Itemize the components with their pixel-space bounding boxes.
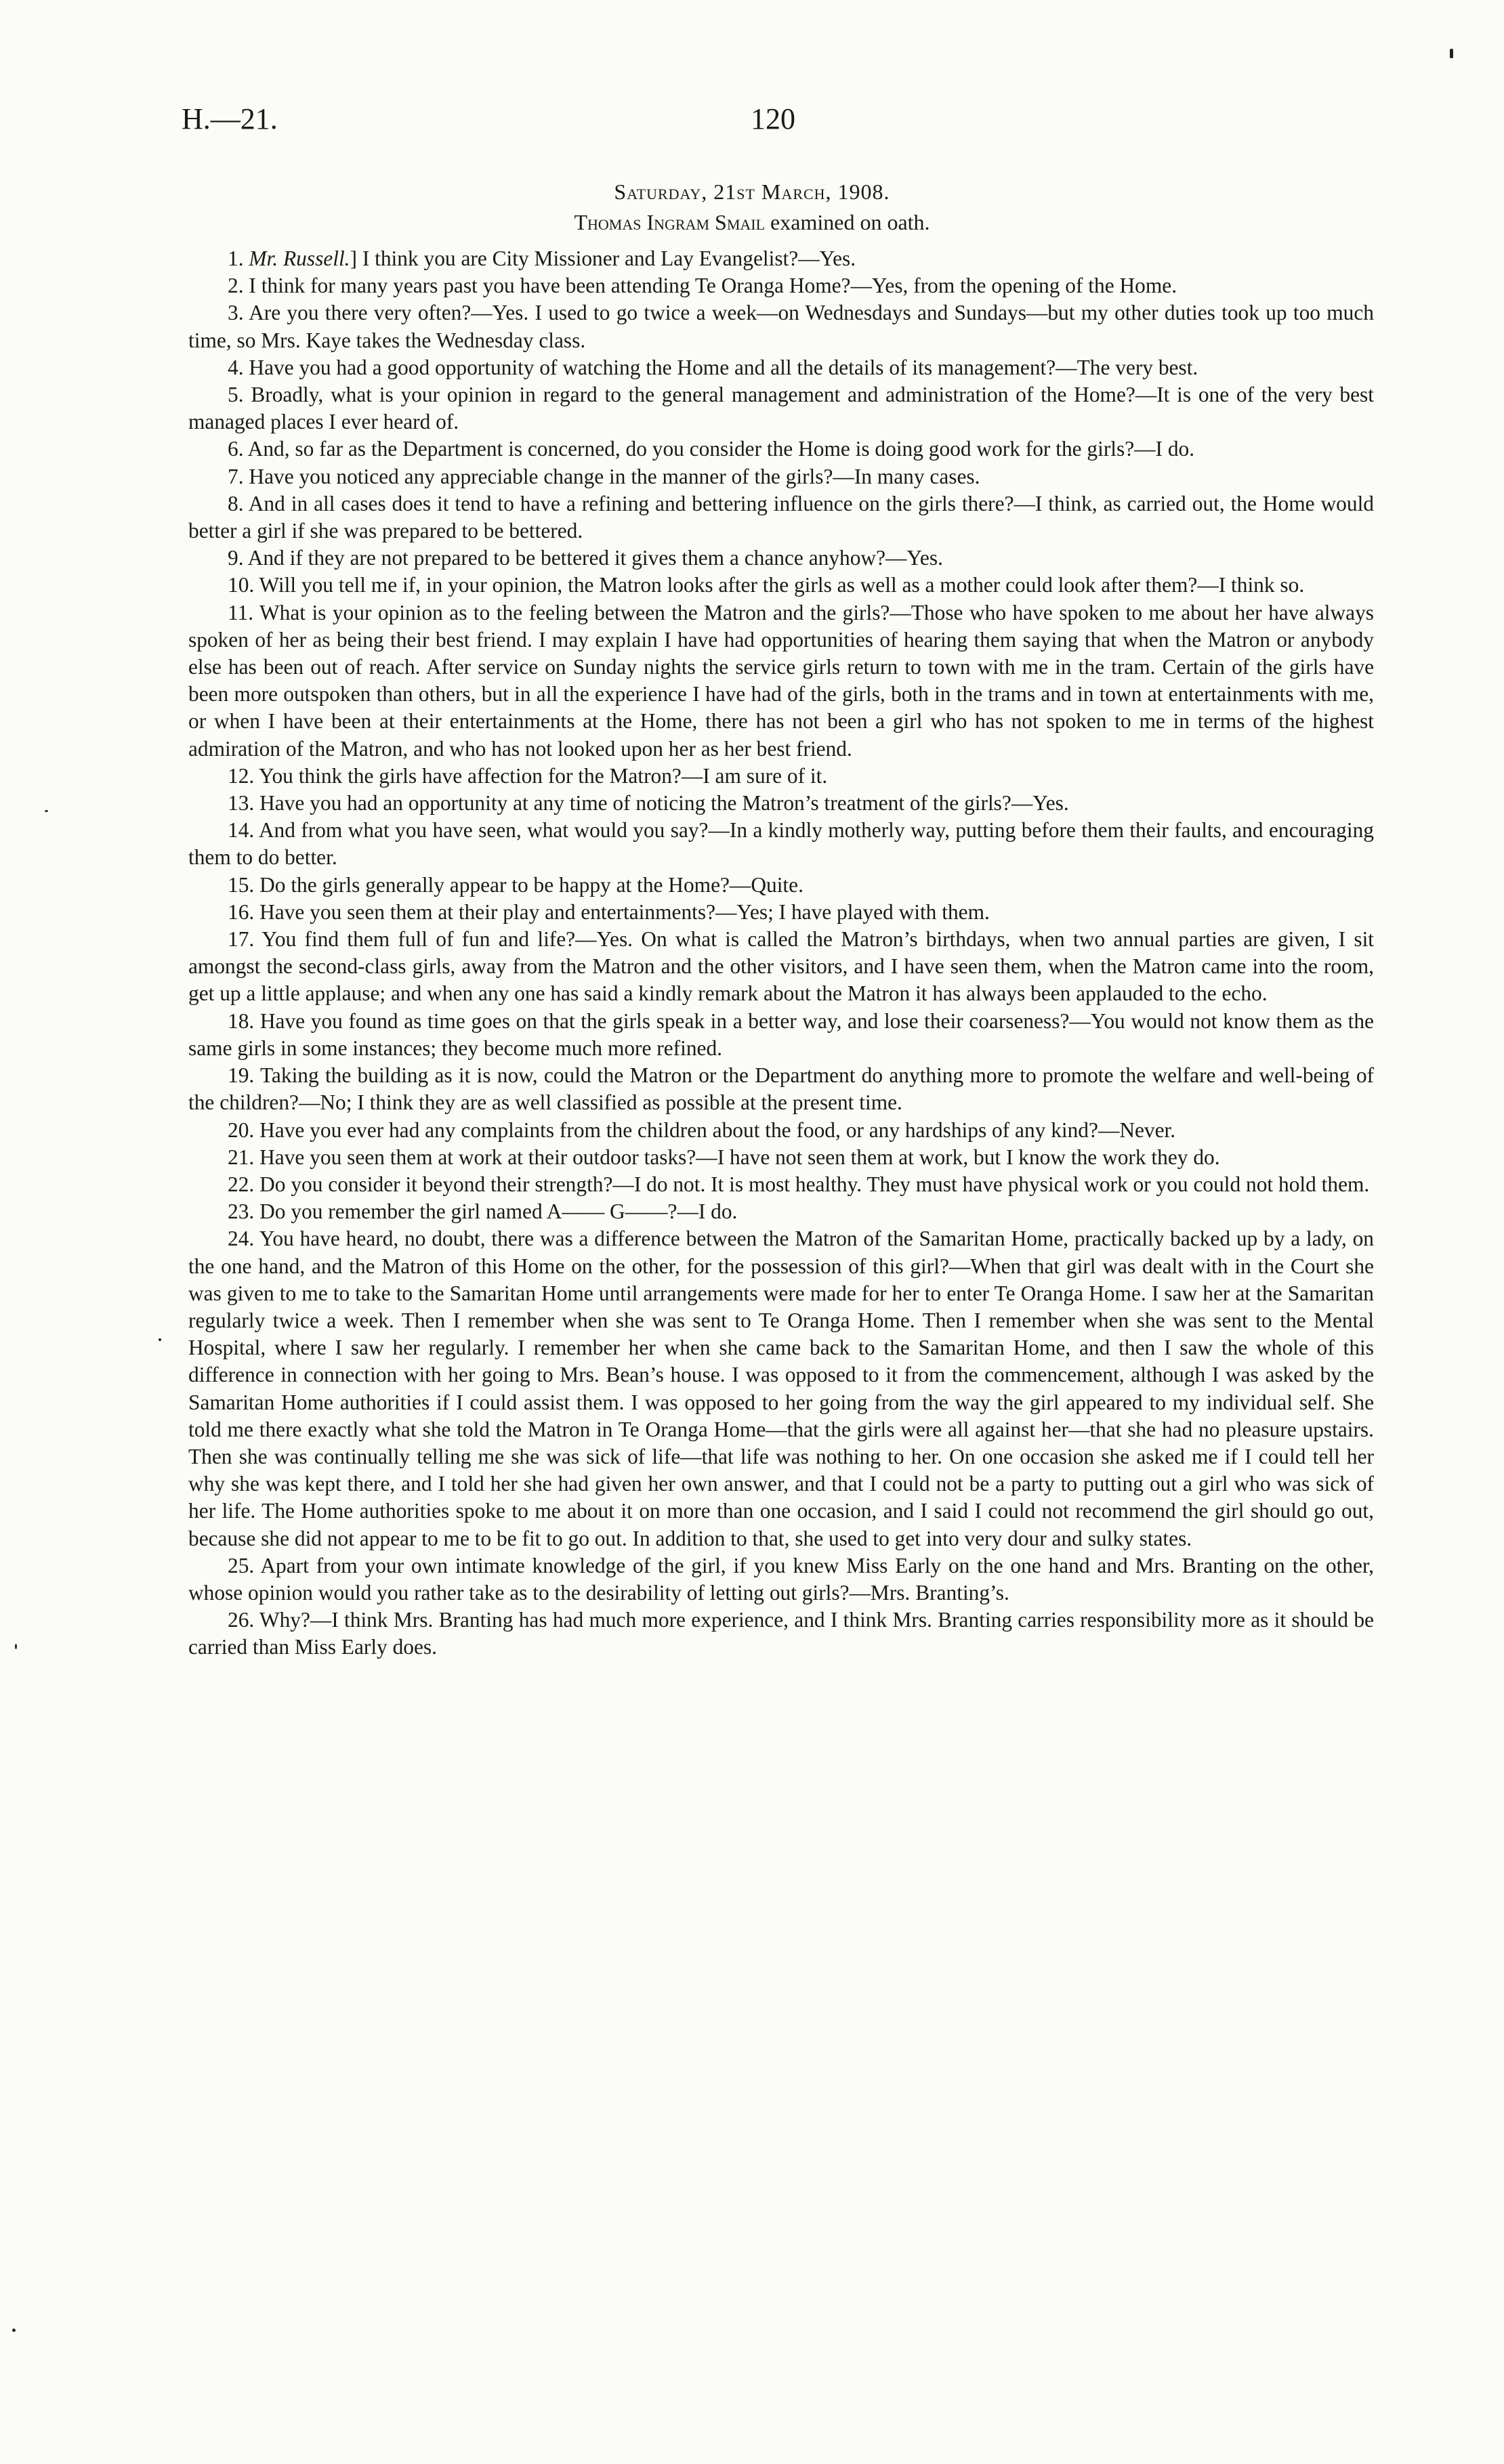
question-text: Do you consider it beyond their strength?—I do not. It is most healthy. They must have physical work or you could not hold them. [259, 1172, 1370, 1196]
question-item: 1. Mr. Russell.] I think you are City Missioner and Lay Evangelist?—Yes. [228, 247, 856, 270]
question-number: 6. [228, 437, 244, 461]
question-text: Have you seen them at work at their outdoor tasks?—I have not seen them at work, but I know the work they do. [259, 1145, 1220, 1169]
question-item [188, 1552, 1374, 1607]
question-number: 4. [228, 355, 244, 379]
question-text: Will you tell me if, in your opinion, the Matron looks after the girls as well as a mother could look after them?—I think so. [259, 573, 1305, 597]
question-item [188, 490, 1374, 545]
question-number: 24. [228, 1227, 255, 1251]
date-line: Saturday, 21st March, 1908. [614, 179, 890, 204]
question-item [188, 599, 1374, 763]
question-list [188, 245, 1374, 1661]
question-number: 26. [228, 1608, 255, 1632]
question-number: 5. [228, 383, 244, 407]
question-number: 3. [228, 301, 244, 325]
question-text: Are you there very often?—Yes. I used to go twice a week—on Wednesdays and Sundays—but my other duties took up too much time, so Mrs. Kaye takes the Wednesday class. [188, 301, 1374, 352]
scan-speck [12, 2329, 16, 2332]
question-text: You think the girls have affection for the Matron?—I am sure of it. [258, 763, 828, 788]
question-number: 10. [228, 573, 255, 597]
question-item [188, 1117, 1374, 1144]
question-item [188, 872, 1374, 899]
question-item [188, 1144, 1374, 1171]
question-text: And, so far as the Department is concerned, do you consider the Home is doing good work for the girls?—I do. [247, 437, 1195, 461]
question-number: 15. [228, 872, 255, 897]
question-text: Taking the building as it is now, could the Matron or the Department do anything more to promote the welfare and well-being of the children?—No; I think they are as well classified as possible at the present time. [188, 1063, 1374, 1115]
question-text: I think for many years past you have been attending Te Oranga Home?—Yes, from the opening of the Home. [249, 274, 1177, 298]
question-item [188, 545, 1374, 572]
question-item [188, 354, 1374, 381]
question-item [188, 763, 1374, 790]
question-text: Have you noticed any appreciable change in the manner of the girls?—In many cases. [249, 464, 980, 488]
question-asker: Mr. Russell. [249, 247, 350, 270]
question-text: Have you had an opportunity at any time of noticing the Matron’s treatment of the girls?—Yes. [259, 791, 1069, 815]
witness-suffix: examined on oath. [765, 210, 930, 234]
question-number: 20. [228, 1118, 255, 1142]
question-item [188, 817, 1374, 871]
question-number: 12. [228, 763, 255, 788]
question-number: 8. [228, 491, 244, 515]
question-item [188, 272, 1374, 299]
question-number: 17. [228, 927, 255, 952]
question-number: 13. [228, 791, 255, 815]
question-text: Broadly, what is your opinion in regard to the general management and administration of the Home?—It is one of the very best managed places I ever heard of. [188, 383, 1374, 434]
question-number: 14. [228, 818, 255, 843]
question-item [188, 299, 1374, 354]
report-reference: H.—21. [182, 102, 278, 135]
scan-speck [1450, 49, 1453, 58]
question-number: 22. [228, 1172, 255, 1196]
scan-speck [45, 810, 48, 812]
question-item [188, 1198, 1374, 1225]
question-text: And if they are not prepared to be bettered it gives them a chance anyhow?—Yes. [247, 546, 943, 570]
question-item [188, 463, 1374, 490]
question-text: Do the girls generally appear to be happy at the Home?—Quite. [259, 872, 803, 897]
question-number: 2. [228, 274, 244, 298]
question-text: What is your opinion as to the feeling between the Matron and the girls?—Those who have spoken to me about her have always spoken of her as being their best friend. I may explain I have had opportunities of hearing them saying that when the Matron or anybody else has been out of reach. After service on Sunday nights the service girls return to town with me in the tram. Certain of the girls have been more outspoken than others, but in all the experience I have had of the girls, both in the trams and in town at entertainments with me, or when I have been at their entertainments at the Home, there has not been a girl who has not spoken to me in terms of the highest admiration of the Matron, and who has not looked upon her as her best friend. [188, 600, 1375, 761]
scan-speck [15, 1644, 17, 1649]
question-item [188, 1225, 1374, 1552]
question-item [188, 790, 1374, 817]
question-item [188, 926, 1374, 1008]
question-item [188, 572, 1374, 599]
question-text: And from what you have seen, what would you say?—In a kindly motherly way, putting before them their faults, and encouraging them to do better. [188, 818, 1374, 870]
question-number: 11. [228, 600, 254, 624]
question-number: 19. [228, 1063, 255, 1088]
question-item [188, 899, 1374, 926]
page-number: 120 [751, 102, 795, 135]
question-number: 1. [228, 247, 244, 270]
question-number: 21. [228, 1145, 255, 1169]
question-number: 9. [228, 546, 244, 570]
question-text: And in all cases does it tend to have a refining and bettering influence on the girls there?—I think, as carried out, the Home would better a girl if she was prepared to be bettered. [188, 491, 1374, 543]
question-text: Apart from your own intimate knowledge of the girl, if you knew Miss Early on the one hand and Mrs. Branting on the other, whose opinion would you rather take as to the desirability of letting out girls?—Mrs. Branting’s. [188, 1553, 1374, 1605]
question-number: 16. [228, 899, 255, 924]
question-text: Do you remember the girl named A—— G——?—I do. [259, 1199, 738, 1224]
question-text: You have heard, no doubt, there was a difference between the Matron of the Samaritan Home, practically backed up by a lady, on the one hand, and the Matron of this Home on the other, for the possession of this girl?—When that girl was dealt with in the Court she was given to me to take to the Samaritan Home until arrangements were made for her to enter Te Oranga Home. I saw her at the Samaritan regularly twice a week. Then I remember when she was sent to Te Oranga Home. Then I remember when she was sent to the Mental Hospital, where I saw her regularly. I remember her when she came back to the Samaritan Home, and then I saw the whole of this difference in connection with her going to Mrs. Bean’s house. I was opposed to it from the commencement, although I was asked by the Samaritan Home authorities if I could assist them. I was opposed to her going from the way the girl appeared to my individual self. She told me there exactly what she told the Matron in Te Oranga Home—that the girls were all against her—that she had no pleasure upstairs. Then she was continually telling me she was sick of life—that life was nothing to her. On one occasion she asked me if I could tell her why she was kept there, and I told her she had given her own answer, and that I could not be a party to putting out a girl who was sick of her life. The Home authorities spoke to me about it on more than one occasion, and I said I could not recommend the girl should go out, because she did not appear to me to be fit to go out. In addition to that, she used to get into very dour and sulky states. [188, 1227, 1375, 1550]
witness-name: Thomas Ingram Smail [574, 210, 766, 234]
question-text: Have you had a good opportunity of watching the Home and all the details of its management?—The very best. [249, 355, 1198, 379]
question-text: Why?—I think Mrs. Branting has had much more experience, and I think Mrs. Branting carries responsibility more as it should be carried than Miss Early does. [188, 1608, 1374, 1659]
question-text: Have you ever had any complaints from the children about the food, or any hardships of any kind?—Never. [259, 1118, 1176, 1142]
question-item [188, 1607, 1374, 1661]
scan-speck [159, 1338, 161, 1341]
question-number: 7. [228, 464, 244, 488]
question-item [188, 436, 1374, 463]
question-text: You find them full of fun and life?—Yes. On what is called the Matron’s birthdays, when two annual parties are given, I sit amongst the second-class girls, away from the Matron and the other visitors, and I have seen them, when the Matron came into the room, get up a little applause; and when any one has said a kindly remark about the Matron it has always been applauded to the echo. [188, 927, 1375, 1006]
question-item [188, 381, 1374, 436]
question-number: 25. [228, 1553, 255, 1577]
question-text: Have you seen them at their play and entertainments?—Yes; I have played with them. [259, 899, 990, 924]
question-text: Have you found as time goes on that the girls speak in a better way, and lose their coarseness?—You would not know them as the same girls in some instances; they become much more refined. [188, 1008, 1374, 1060]
witness-line [0, 210, 1504, 235]
question-item [188, 1171, 1374, 1198]
question-number: 23. [228, 1199, 255, 1224]
question-item [188, 1008, 1374, 1062]
question-number: 18. [228, 1008, 255, 1033]
question-item [188, 1062, 1374, 1116]
question-text: I think you are City Missioner and Lay Evangelist?—Yes. [362, 247, 856, 270]
